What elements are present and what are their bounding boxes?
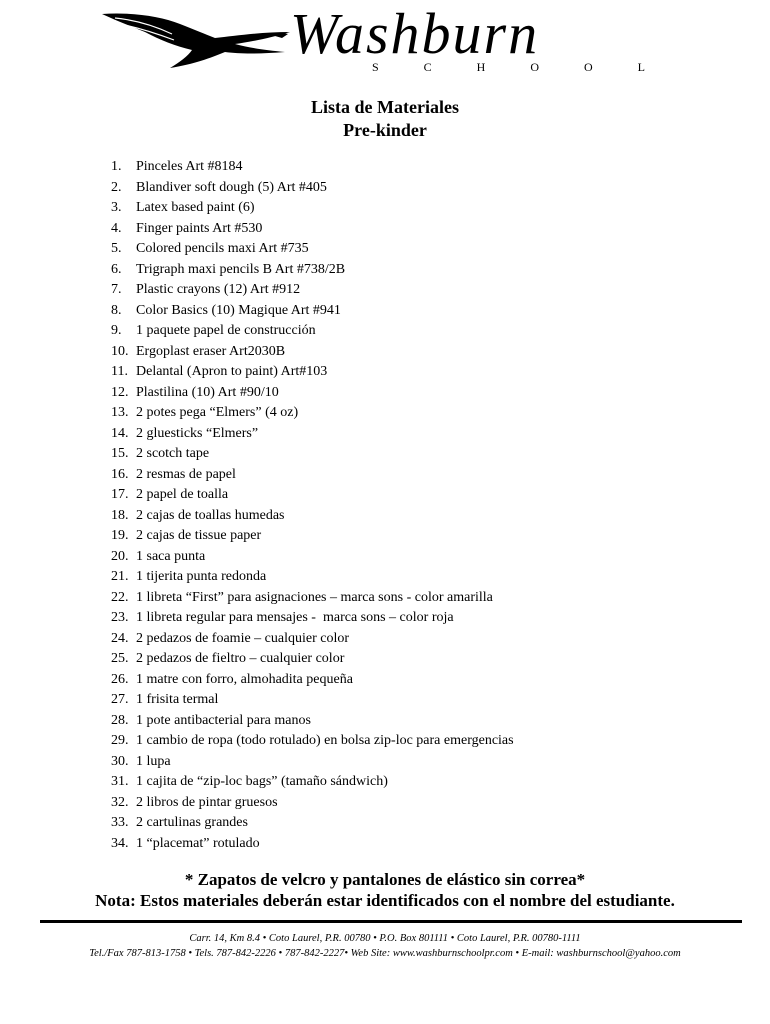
list-item-text: 2 libros de pintar gruesos: [136, 794, 278, 810]
list-item: [111, 178, 671, 199]
list-item: [111, 711, 671, 732]
list-item-text: 2 cajas de tissue paper: [136, 528, 262, 543]
list-item-number: 15.: [111, 446, 129, 461]
list-item: [111, 629, 671, 650]
list-item-text: 2 papel de toalla: [136, 487, 229, 502]
list-item-text: Ergoplast eraser Art2030B: [136, 343, 286, 359]
list-item-number: 11.: [111, 364, 128, 379]
list-item: [111, 403, 671, 424]
list-item-number: 13.: [111, 405, 129, 420]
list-item: [111, 772, 671, 793]
list-item-number: 6.: [111, 261, 122, 277]
list-item-number: 5.: [111, 241, 122, 256]
list-item-text: 1 matre con forro, almohadita pequeña: [136, 671, 353, 687]
list-item-text: 1 libreta regular para mensajes - marca sons – color roja: [136, 610, 454, 625]
list-item-number: 14.: [111, 425, 129, 441]
list-item-text: 2 scotch tape: [136, 446, 210, 461]
list-item: [111, 547, 671, 568]
list-item-text: 1 “placemat” rotulado: [136, 835, 260, 851]
list-item-text: 1 lupa: [136, 753, 171, 769]
shoes-note: * Zapatos de velcro y pantalones de elástico sin correa*: [184, 870, 586, 889]
list-item: [111, 567, 671, 588]
list-item: [111, 301, 671, 322]
list-item: [111, 690, 671, 711]
list-item-number: 3.: [111, 200, 122, 215]
list-item-number: 19.: [111, 528, 129, 543]
list-item-number: 9.: [111, 323, 122, 338]
school-logo-wordmark: Washburn: [290, 1, 540, 66]
list-item: [111, 321, 671, 342]
list-item: [111, 731, 671, 752]
list-item: [111, 670, 671, 691]
list-item-text: 2 cajas de toallas humedas: [136, 507, 285, 523]
list-item-text: Finger paints Art #530: [136, 220, 263, 236]
list-item-text: Colored pencils maxi Art #735: [136, 241, 309, 256]
list-item-text: 1 pote antibacterial para manos: [136, 712, 311, 728]
list-item: [111, 752, 671, 773]
identification-note: Nota: Estos materiales deberán estar identificados con el nombre del estudiante.: [95, 891, 675, 910]
list-item-text: Latex based paint (6): [136, 200, 255, 215]
list-item-number: 26.: [111, 671, 129, 687]
list-item: [111, 506, 671, 527]
footer-contact: Tel./Fax 787-813-1758 • Tels. 787-842-2226 • 787-842-2227• Web Site: www.washburnschoolpr.com • E-mail: washburnschool@yahoo.com: [89, 948, 681, 959]
list-item-number: 8.: [111, 302, 122, 318]
footer-divider: [40, 920, 742, 923]
list-item-text: Trigraph maxi pencils B Art #738/2B: [136, 261, 346, 277]
footer-address: Carr. 14, Km 8.4 • Coto Laurel, P.R. 00780 • P.O. Box 801111 • Coto Laurel, P.R. 00780-1111: [189, 933, 581, 944]
list-item: [111, 485, 671, 506]
list-item: [111, 608, 671, 629]
page-subtitle: Pre-kinder: [343, 120, 427, 140]
list-item: [111, 362, 671, 383]
list-item-number: 27.: [111, 692, 129, 707]
list-item-number: 2.: [111, 179, 122, 195]
list-item: [111, 834, 671, 855]
list-item: [111, 383, 671, 404]
list-item: [111, 793, 671, 814]
list-item: [111, 239, 671, 260]
list-item-number: 17.: [111, 487, 129, 502]
list-item: [111, 588, 671, 609]
list-item-text: Plastic crayons (12) Art #912: [136, 282, 301, 297]
list-item-number: 22.: [111, 589, 129, 605]
list-item-text: 1 tijerita punta redonda: [136, 569, 267, 584]
list-item-text: Pinceles Art #8184: [136, 159, 243, 174]
list-item-number: 7.: [111, 282, 122, 297]
list-item: [111, 465, 671, 486]
list-item-text: 1 cajita de “zip-loc bags” (tamaño sándwich): [136, 774, 388, 789]
eagle-logo-icon: [100, 10, 295, 70]
list-item-text: Delantal (Apron to paint) Art#103: [136, 364, 328, 379]
list-item-text: Color Basics (10) Magique Art #941: [136, 302, 341, 318]
list-item-text: Blandiver soft dough (5) Art #405: [136, 179, 327, 195]
list-item-number: 4.: [111, 220, 122, 236]
list-item-text: 1 frisita termal: [136, 692, 219, 707]
list-item-text: 2 gluesticks “Elmers”: [136, 425, 259, 441]
list-item: [111, 444, 671, 465]
list-item-number: 12.: [111, 384, 129, 400]
school-header: [0, 0, 770, 90]
list-item-number: 24.: [111, 630, 129, 646]
list-item: [111, 813, 671, 834]
list-item-text: 2 resmas de papel: [136, 466, 236, 482]
list-item-text: 1 saca punta: [136, 548, 206, 564]
list-item: [111, 526, 671, 547]
list-item-number: 25.: [111, 651, 129, 666]
materials-list: [111, 157, 671, 854]
page-title: Lista de Materiales: [311, 97, 459, 117]
list-item-text: Plastilina (10) Art #90/10: [136, 384, 279, 400]
list-item-number: 34.: [111, 835, 129, 851]
list-item: [111, 280, 671, 301]
list-item-number: 16.: [111, 466, 129, 482]
list-item-number: 32.: [111, 794, 129, 810]
list-item: [111, 342, 671, 363]
list-item: [111, 424, 671, 445]
list-item-number: 1.: [111, 159, 122, 174]
list-item-number: 28.: [111, 712, 129, 728]
list-item-number: 30.: [111, 753, 129, 769]
school-logo-subtitle: S C H O O L: [372, 60, 667, 74]
list-item-text: 2 pedazos de foamie – cualquier color: [136, 630, 350, 646]
list-item-number: 21.: [111, 569, 129, 584]
list-item-number: 33.: [111, 815, 129, 830]
list-item-number: 23.: [111, 610, 129, 625]
list-item: [111, 260, 671, 281]
list-item: [111, 219, 671, 240]
list-item-number: 18.: [111, 507, 129, 523]
list-item-text: 2 pedazos de fieltro – cualquier color: [136, 651, 345, 666]
list-item-text: 1 paquete papel de construcción: [136, 323, 316, 338]
list-item-text: 1 libreta “First” para asignaciones – marca sons - color amarilla: [136, 589, 493, 605]
list-item-number: 31.: [111, 774, 129, 789]
list-item-number: 20.: [111, 548, 129, 564]
list-item: [111, 157, 671, 178]
list-item-text: 1 cambio de ropa (todo rotulado) en bolsa zip-loc para emergencias: [136, 733, 514, 748]
list-item: [111, 198, 671, 219]
list-item-number: 10.: [111, 343, 129, 359]
list-item-number: 29.: [111, 733, 129, 748]
list-item-text: 2 potes pega “Elmers” (4 oz): [136, 405, 299, 420]
list-item-text: 2 cartulinas grandes: [136, 815, 248, 830]
list-item: [111, 649, 671, 670]
